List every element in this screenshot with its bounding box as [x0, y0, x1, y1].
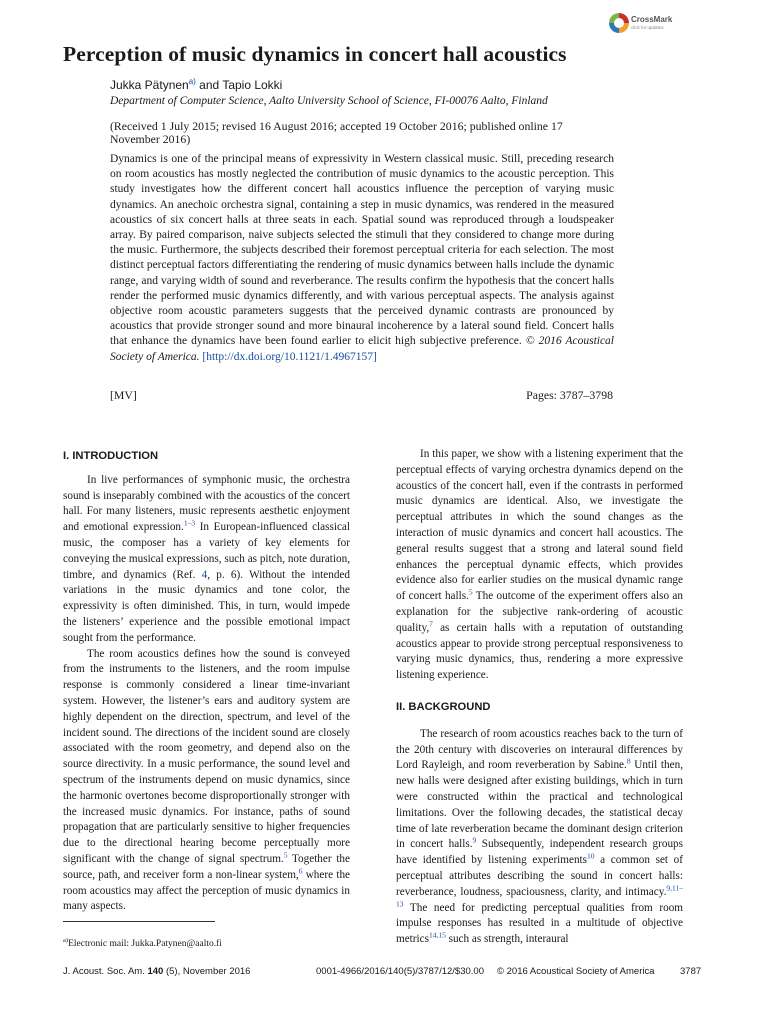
crossmark-sublabel: click for updates — [631, 25, 664, 30]
editor-initials: [MV] — [110, 388, 137, 402]
paragraph-text: In European-influenced classical music, the composer has a variety of key elements for conveying the musical expressions, such as pitch, note duration, timbre, and dynamics (Ref. — [63, 521, 350, 581]
footer-issue: (5), November 2016 — [163, 966, 251, 977]
footnote-text: Electronic mail: Jukka.Patynen@aalto.fi — [68, 939, 222, 950]
footer-journal-name: J. Acoust. Soc. Am. — [63, 966, 148, 977]
paragraph-text: In live performances of symphonic music, the orchestra sound is inseparably combined with the acoustics of the concert hall. For many listeners, music represents aesthetic enjoyment and emotional expression. — [63, 473, 350, 534]
abstract — [110, 152, 614, 365]
paragraph-text: where the room acoustics may affect the perception of music dynamics in many aspects. — [63, 868, 350, 913]
citation-link[interactable]: 9,11–13 — [396, 882, 683, 908]
crossmark-label: CrossMark — [631, 15, 673, 24]
section-heading-background: II. BACKGROUND — [396, 700, 491, 713]
footer-volume: 140 — [147, 966, 164, 977]
citation-link[interactable]: 8 — [626, 756, 631, 766]
author-name: and Tapio Lokki — [195, 78, 283, 92]
affiliation: Department of Computer Science, Aalto University School of Science, FI-00076 Aalto, Finland — [110, 95, 548, 107]
page-range: Pages: 3787–3798 — [526, 388, 613, 402]
author-list — [110, 77, 282, 92]
paragraph-text: a common set of perceptual attributes describing the sound in concert halls: reverberance, loudness, spaciousness, clarity, and intimacy. — [396, 854, 683, 898]
paragraph-text: such as strength, interaural — [445, 933, 569, 946]
page-number: 3787 — [680, 966, 702, 977]
paragraph-text: The need for predicting perceptual qualities from room impulse responses has resulted in a multitude of objective metrics — [396, 901, 683, 946]
author-name: Jukka Pätynen — [110, 78, 189, 92]
left-column — [63, 449, 350, 915]
abstract-copyright: © 2016 Acoustical Society of America. — [110, 335, 615, 363]
received-dates: (Received 1 July 2015; revised 16 August 2016; accepted 19 October 2016; published online 17 November 2016) — [110, 119, 563, 146]
paragraph-text: as certain halls with a reputation of outstanding acoustics appear to provide strong perceptual responsiveness to varying music dynamics, thus, rendering a more expressive listening experience. — [396, 621, 683, 682]
citation-link[interactable]: 1–3 — [183, 518, 196, 528]
citation-link[interactable]: 14,15 — [428, 930, 446, 940]
paragraph — [396, 727, 683, 948]
footer-copyright: © 2016 Acoustical Society of America — [497, 966, 655, 977]
citation-link[interactable]: 9 — [472, 835, 477, 845]
citation-link[interactable]: 7 — [429, 619, 433, 629]
citation-link[interactable]: 4 — [201, 568, 208, 581]
footnote-divider — [63, 921, 215, 922]
paragraph-text: In this paper, we show with a listening experiment that the perceptual effects of varying orchestra dynamics depend on the acoustics of the concert hall, even if the contrasts in performed music dynamics are identical. Also, we investigate the perceptual attributes in which the sound changes as the interaction of music dynamics and concert hall acoustics. The general results suggest that a strong and lateral sound field enhances the perceptual dynamic effects, which provides evidence also for earlier studies on the musical dynamic range of concert halls. — [396, 448, 683, 603]
section-heading-introduction: I. INTRODUCTION — [63, 450, 159, 462]
paragraph — [63, 647, 350, 916]
citation-link[interactable]: 5 — [468, 587, 473, 597]
paragraph-text: The outcome of the experiment offers also an explanation for the subjective rank-ordering of acoustic quality, — [396, 590, 683, 634]
paragraph-text: , p. 6). Without the intended variations in the music dynamics and tone color, the expressivity is often diminished. This, in turn, would impede the listeners’ experience and the possible emotional impact sought from the performance. — [63, 568, 350, 644]
citation-link[interactable]: 6 — [298, 865, 303, 875]
citation-link[interactable]: 5 — [283, 850, 288, 860]
citation-link[interactable]: 10 — [587, 851, 595, 861]
author-footnote-marker[interactable]: a) — [188, 77, 196, 86]
paper-title: Perception of music dynamics in concert hall acoustics — [63, 42, 567, 66]
paragraph-text: Until then, new halls were designed after existing buildings, which in turn were constructed within the practical and technological limitations. Over the following decades, the statistical decay time of late reverberation became the dominant design criterion in concert halls. — [396, 759, 683, 851]
footnote — [63, 937, 222, 949]
paragraph — [63, 473, 350, 647]
crossmark-badge[interactable] — [609, 12, 679, 34]
paragraph-text: Subsequently, independent research groups have identified by listening experiments — [396, 838, 683, 867]
footer-journal — [63, 966, 250, 977]
footer-issn: 0001-4966/2016/140(5)/3787/12/$30.00 — [316, 966, 484, 977]
paragraph-text: The research of room acoustics reaches back to the turn of the 20th century with discoveries on interaural differences by Lord Rayleigh, and room reverberation by Sabine. — [396, 727, 683, 772]
footnote-marker: a) — [63, 937, 69, 944]
paragraph-text: The room acoustics defines how the sound is conveyed from the instruments to the listeners, and the room impulse response is commonly considered a linear time-invariant system. However, the listener’s ears and auditory system are highly dependent on the direction, spectrum, and level of the incident sound. The directions of the incident sound are closely associated with the room geometry, and depend also on the source directivity. In a music performance, the sound level and spectrum of the instruments depend on music dynamics, since the harmonic overtones become disproportionally stronger with the increased music dynamics. For instance, paths of sound propagation that are particularly sensitive to higher frequencies due to the directional hearing become perceptually more significant with the change of signal spectrum. — [63, 647, 350, 865]
doi-link[interactable]: [http://dx.doi.org/10.1121/1.4967157] — [202, 350, 377, 363]
crossmark-icon — [609, 13, 629, 33]
paragraph-text: Together the source, path, and receiver form a non-linear system, — [63, 852, 350, 881]
abstract-text: Dynamics is one of the principal means of expressivity in Western classical music. Still, preceding research on room acoustics has mostly neglected the contribution of music dynamics to the acoustic perception. This study investigates how the different concert hall acoustics influence the perception of varying music dynamics. An anechoic orchestra signal, containing a step in music dynamics, was rendered in the measured acoustics of six concert halls at three seats in each. Spatial sound was reproduced through a loudspeaker array. By paired comparison, naive subjects selected the stimuli that they considered to change more during the music. Furthermore, the subjects described their foremost perceptual criteria for each selection. The most distinct perceptual factors differentiating the rendering of music dynamics between halls include the dynamic range, and varying width of sound and reverberance. The results confirm the hypothesis that the concert halls render the performed music dynamics differently, and with various perceptual aspects. The analysis against objective room acoustic parameters suggests that the perceived dynamic contrasts are pronounced by acoustics that provide stronger sound and more binaural incoherence by a lateral sound field. Concert halls that enhance the dynamics have been found earlier to elicit high subjective preference. — [110, 153, 614, 348]
right-column — [396, 447, 683, 948]
paragraph — [396, 447, 683, 684]
